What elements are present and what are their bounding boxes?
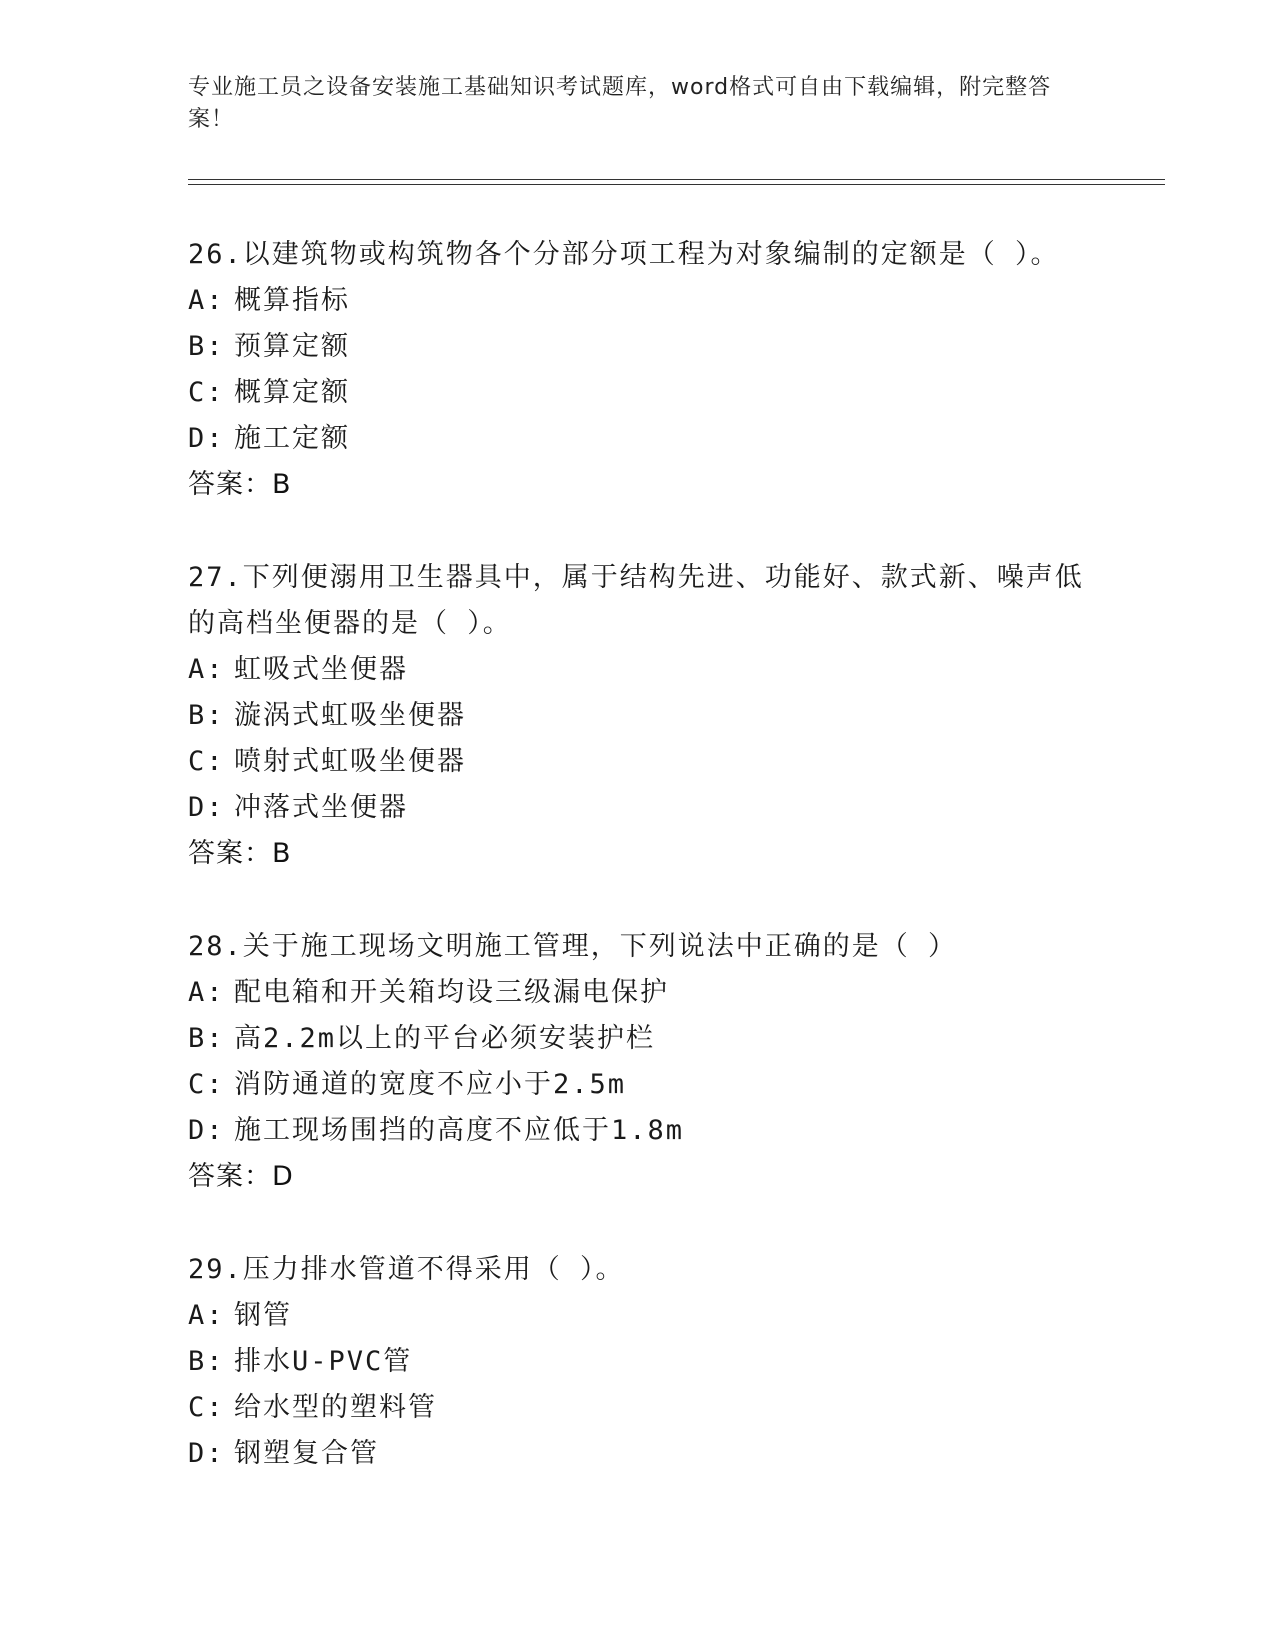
option-b (188, 324, 1088, 370)
answer-label: 答案：B (188, 469, 292, 500)
option-letter: B: (188, 700, 225, 731)
header-divider-top (188, 179, 1165, 180)
option-text: 配电箱和开关箱均设三级漏电保护 (234, 977, 669, 1008)
question-27 (188, 555, 1088, 877)
question-29 (188, 1247, 1088, 1477)
option-text: 钢管 (234, 1300, 292, 1331)
header-divider-bottom (188, 184, 1165, 185)
option-a (188, 278, 1088, 324)
option-c (188, 370, 1088, 416)
option-text: 排水U-PVC管 (234, 1346, 413, 1377)
question-26 (188, 232, 1088, 508)
question-stem: 26.以建筑物或构筑物各个分部分项工程为对象编制的定额是（ ）。 (188, 239, 1060, 270)
option-text: 施工定额 (234, 423, 350, 454)
option-text: 概算指标 (234, 285, 350, 316)
option-text: 冲落式坐便器 (234, 792, 408, 823)
option-letter: C: (188, 1069, 225, 1100)
option-d (188, 1108, 1088, 1154)
option-a (188, 1293, 1088, 1339)
option-text: 高2.2m以上的平台必须安装护栏 (234, 1023, 656, 1054)
option-text: 钢塑复合管 (234, 1438, 379, 1469)
question-list (188, 232, 1088, 1524)
option-text: 施工现场围挡的高度不应低于1.8m (234, 1115, 685, 1146)
document-header: 专业施工员之设备安装施工基础知识考试题库，word格式可自由下载编辑，附完整答案！ (188, 75, 1052, 132)
option-text: 给水型的塑料管 (234, 1392, 437, 1423)
question-stem: 29.压力排水管道不得采用（ ）。 (188, 1254, 625, 1285)
option-b (188, 693, 1088, 739)
option-letter: B: (188, 1346, 225, 1377)
option-text: 概算定额 (234, 377, 350, 408)
answer-label: 答案：D (188, 1161, 294, 1192)
option-letter: B: (188, 331, 225, 362)
option-text: 预算定额 (234, 331, 350, 362)
answer-label: 答案：B (188, 838, 292, 869)
option-letter: D: (188, 423, 225, 454)
option-a (188, 970, 1088, 1016)
option-c (188, 1385, 1088, 1431)
option-letter: C: (188, 746, 225, 777)
option-letter: C: (188, 1392, 225, 1423)
option-b (188, 1016, 1088, 1062)
option-letter: A: (188, 1300, 225, 1331)
option-letter: D: (188, 1438, 225, 1469)
question-28 (188, 924, 1088, 1200)
option-c (188, 739, 1088, 785)
option-letter: C: (188, 377, 225, 408)
option-text: 漩涡式虹吸坐便器 (234, 700, 466, 731)
option-letter: D: (188, 792, 225, 823)
option-a (188, 647, 1088, 693)
option-d (188, 785, 1088, 831)
option-d (188, 1431, 1088, 1477)
option-letter: A: (188, 285, 225, 316)
option-letter: A: (188, 977, 225, 1008)
option-text: 消防通道的宽度不应小于2.5m (234, 1069, 627, 1100)
option-letter: B: (188, 1023, 225, 1054)
option-letter: D: (188, 1115, 225, 1146)
option-b (188, 1339, 1088, 1385)
option-c (188, 1062, 1088, 1108)
option-d (188, 416, 1088, 462)
option-text: 虹吸式坐便器 (234, 654, 408, 685)
option-letter: A: (188, 654, 225, 685)
option-text: 喷射式虹吸坐便器 (234, 746, 466, 777)
question-stem: 28.关于施工现场文明施工管理，下列说法中正确的是（ ） (188, 931, 958, 962)
question-stem: 27.下列便溺用卫生器具中，属于结构先进、功能好、款式新、噪声低的高档坐便器的是（ ）。 (188, 562, 1084, 639)
